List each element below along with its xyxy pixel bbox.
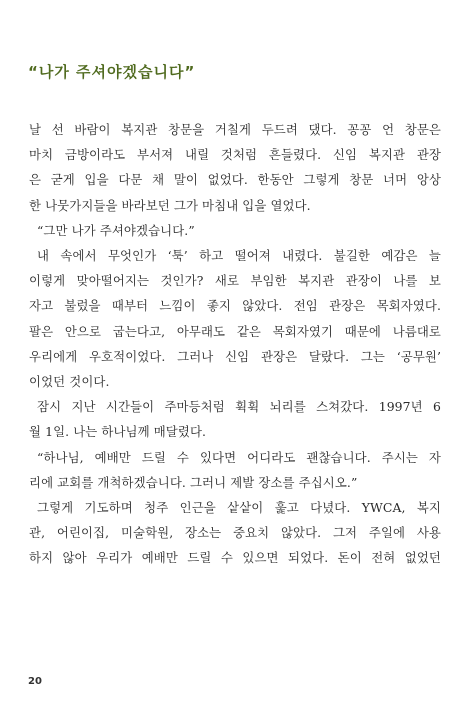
text-line: 그렇게 기도하며 청주 인근을 샅샅이 훑고 다녔다. YWCA, 복지 (37, 500, 441, 516)
text-line: 리에 교회를 개척하겠습니다. 그러니 제발 장소를 주십시오.” (29, 474, 358, 490)
paragraph (29, 445, 441, 495)
text-line: “하나님, 예배만 드릴 수 있다면 어디라도 괜찮습니다. 주시는 자 (37, 449, 441, 465)
paragraph (29, 117, 441, 218)
text-line: 팔은 안으로 굽는다고, 아무래도 같은 목회자였기 때문에 나름대로 (29, 323, 441, 339)
paragraph (29, 243, 441, 394)
text-line: “그만 나가 주셔야겠습니다.” (37, 222, 195, 238)
chapter-title: “나가 주셔야겠습니다” (28, 63, 196, 81)
text-line: 월 1일. 나는 하나님께 매달렸다. (29, 424, 207, 440)
text-line: 자고 불렀을 때부터 느낌이 좋지 않았다. 전임 관장은 목회자였다. (29, 298, 441, 314)
paragraph (29, 495, 441, 571)
paragraph (29, 218, 441, 243)
text-line: 한 나뭇가지들을 바라보던 그가 마침내 입을 열었다. (29, 197, 311, 213)
text-line: 관, 어린이집, 미술학원, 장소는 중요치 않았다. 그저 주일에 사용 (29, 525, 441, 541)
body-text (29, 117, 441, 571)
text-line: 은 굳게 입을 다문 채 말이 없었다. 한동안 그렇게 창문 너머 앙상 (29, 172, 441, 188)
text-line: 날 선 바람이 복지관 창문을 거칠게 두드려 댔다. 꽁꽁 언 창문은 (29, 122, 441, 137)
text-line: 이었던 것이다. (29, 374, 110, 390)
text-line: 잠시 지난 시간들이 주마등처럼 휙휙 뇌리를 스쳐갔다. 1997년 6 (37, 399, 441, 415)
text-line: 우리에게 우호적이었다. 그러나 신임 관장은 달랐다. 그는 ‘공무원’ (29, 348, 441, 364)
paragraph (29, 394, 441, 444)
text-line: 마치 금방이라도 부서져 내릴 것처럼 흔들렸다. 신임 복지관 관장 (29, 147, 441, 163)
text-line: 내 속에서 무엇인가 ‘툭’ 하고 떨어져 내렸다. 불길한 예감은 늘 (37, 248, 441, 264)
text-line: 하지 않아 우리가 예배만 드릴 수 있으면 되었다. 돈이 전혀 없었던 (29, 550, 441, 566)
text-line: 이렇게 맞아떨어지는 것인가? 새로 부임한 복지관 관장이 나를 보 (29, 273, 441, 289)
page-number: 20 (28, 676, 42, 687)
